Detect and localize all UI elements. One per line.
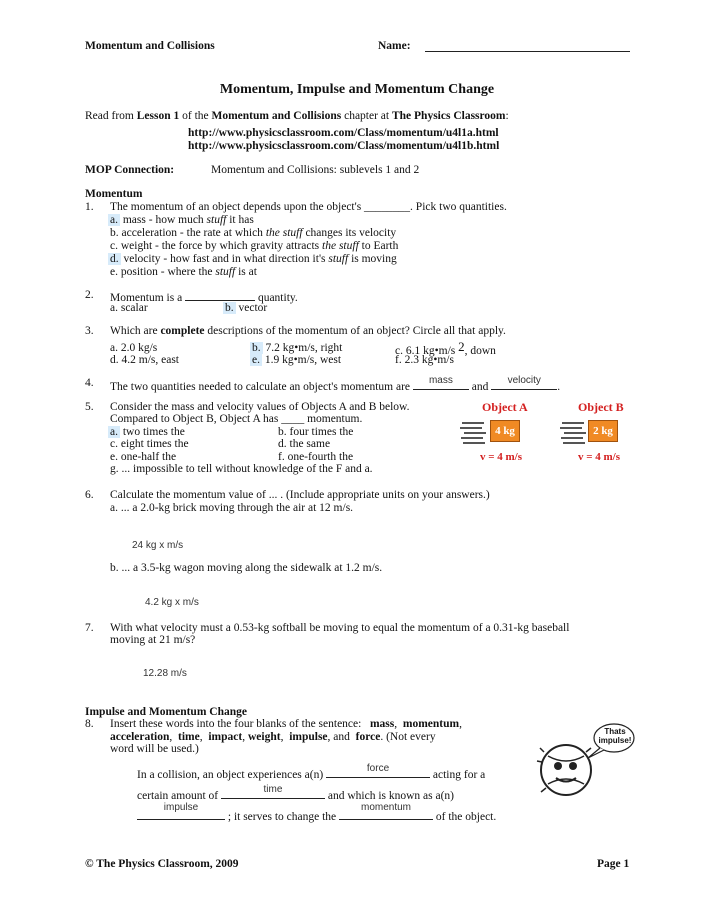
q8-blank-time[interactable]: time — [221, 786, 325, 799]
name-label: Name: — [378, 40, 411, 52]
q5-option-d[interactable]: d. the same — [278, 438, 331, 450]
q8-sentence-2: certain amount of time and which is known as a(n) — [137, 784, 455, 802]
object-b-label: Object B — [578, 400, 624, 414]
q1-option-c[interactable]: c. weight - the force by which gravity attracts the stuff to Earth — [110, 240, 399, 252]
mop-label: MOP Connection: — [85, 164, 175, 176]
q3-option-a[interactable]: a. 2.0 kg/s — [110, 342, 158, 354]
object-a-figure — [460, 398, 550, 466]
q7-answer[interactable]: 12.28 m/s — [143, 668, 187, 679]
q4-answer-2[interactable]: velocity — [491, 377, 557, 390]
cartoon-ball-figure — [536, 722, 636, 802]
q8-blank-force[interactable]: force — [326, 765, 430, 778]
q5-option-f[interactable]: f. one-fourth the — [278, 451, 354, 463]
q1-option-a[interactable]: a. mass - how much stuff it has — [110, 214, 254, 226]
q1-option-b[interactable]: b. acceleration - the rate at which the stuff changes its velocity — [110, 227, 397, 239]
q8-sentence-1: In a collision, an object experiences a(n) force acting for a — [137, 763, 486, 781]
q3-option-b[interactable]: b. 7.2 kg•m/s, right — [252, 342, 343, 354]
q5-option-c[interactable]: c. eight times the — [110, 438, 189, 450]
q3-option-c[interactable]: c. 6.1 kg•m/s 2, down — [395, 339, 496, 357]
footer-page-number: Page 1 — [597, 858, 630, 870]
object-b-box: 2 kg — [588, 420, 618, 442]
q1-option-d[interactable]: d. velocity - how fast and in what direction it's stuff is moving — [110, 253, 397, 265]
object-a-label: Object A — [482, 400, 528, 414]
footer-copyright: © The Physics Classroom, 2009 — [85, 858, 239, 870]
section-impulse-heading: Impulse and Momentum Change — [85, 706, 247, 718]
intro-text: Read from Lesson 1 of the Momentum and Collisions chapter at The Physics Classroom: — [85, 110, 509, 122]
q1-option-e[interactable]: e. position - where the stuff is at — [110, 266, 257, 278]
section-momentum-heading: Momentum — [85, 188, 143, 200]
q2-option-b[interactable]: b. vector — [225, 302, 268, 314]
url-link-1[interactable]: http://www.physicsclassroom.com/Class/momentum/u4l1a.html — [188, 127, 499, 139]
q2-option-a[interactable]: a. scalar — [110, 302, 148, 314]
q8-sentence-3: impulse ; it serves to change the momentum of the object. — [137, 807, 496, 823]
q8-blank-impulse[interactable]: impulse — [137, 807, 225, 820]
q5-option-g[interactable]: g. ... impossible to tell without knowledge of the F and a. — [110, 463, 373, 475]
q8-blank-momentum[interactable]: momentum — [339, 807, 433, 820]
q6-answer-a[interactable]: 24 kg x m/s — [132, 540, 184, 551]
q6-part-a: a. ... a 2.0-kg brick moving through the air at 12 m/s. — [110, 502, 354, 514]
object-a-box: 4 kg — [490, 420, 520, 442]
q5-line-2: Compared to Object B, Object A has ____ momentum. — [110, 413, 363, 425]
q1-text: The momentum of an object depends upon the object's ________. Pick two quantities. — [110, 201, 507, 213]
q5-option-e[interactable]: e. one-half the — [110, 451, 177, 463]
q1-number: 1. — [85, 201, 94, 213]
q6-part-b: b. ... a 3.5-kg wagon moving along the sidewalk at 1.2 m/s. — [110, 562, 383, 574]
q8-line-3: word will be used.) — [110, 743, 199, 755]
page-title: Momentum, Impulse and Momentum Change — [219, 82, 495, 97]
object-b-velocity: v = 4 m/s — [578, 451, 621, 463]
q5-option-b[interactable]: b. four times the — [278, 426, 354, 438]
q4-answer-1[interactable]: mass — [413, 377, 469, 390]
q7-line-2: moving at 21 m/s? — [110, 634, 196, 646]
q5-option-a[interactable]: a. two times the — [110, 426, 185, 438]
q8-word-list: acceleration, time, impact, weight, impulse, and force. (Not every — [110, 731, 436, 743]
header-title: Momentum and Collisions — [85, 40, 215, 52]
speech-bubble-text: Thats impulse! — [598, 727, 632, 745]
url-link-2[interactable]: http://www.physicsclassroom.com/Class/momentum/u4l1b.html — [188, 140, 500, 152]
mop-text: Momentum and Collisions: sublevels 1 and 2 — [211, 164, 420, 176]
object-b-figure — [560, 398, 650, 466]
object-a-velocity: v = 4 m/s — [480, 451, 523, 463]
q3-option-d[interactable]: d. 4.2 m/s, east — [110, 354, 179, 366]
q3-option-f[interactable]: f. 2.3 kg•m/s — [395, 354, 454, 366]
name-field[interactable] — [425, 51, 630, 52]
q6-answer-b[interactable]: 4.2 kg x m/s — [145, 597, 199, 608]
q3-option-e[interactable]: e. 1.9 kg•m/s, west — [252, 354, 342, 366]
